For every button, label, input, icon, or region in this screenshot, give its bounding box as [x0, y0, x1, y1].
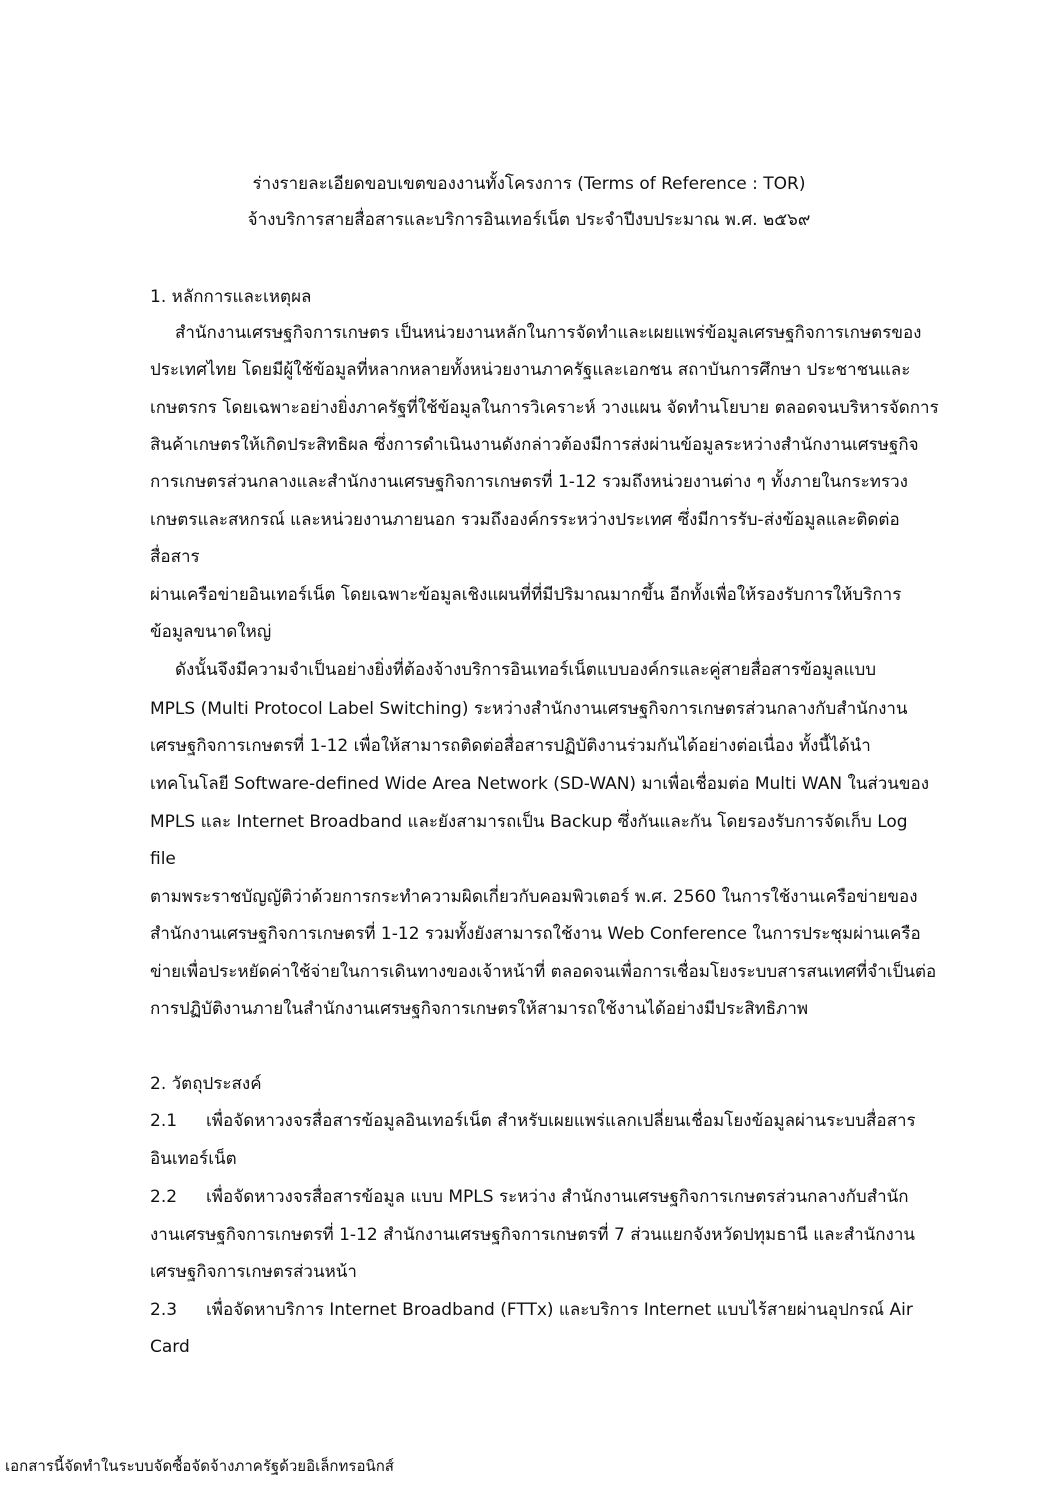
- objective-line: งานเศรษฐกิจการเกษตรที่ 1-12 สำนักงานเศรษฐกิจการเกษตรที่ 7 ส่วนแยกจังหวัดปทุมธานี และสำนักงาน: [150, 1225, 916, 1245]
- objective-number: 2.3: [150, 1300, 178, 1320]
- section-1-paragraph-line: เทคโนโลยี Software-defined Wide Area Network (SD-WAN) มาเพื่อเชื่อมต่อ Multi WAN ในส่วนของ: [150, 774, 930, 794]
- objective-line: เพื่อจัดหาวงจรสื่อสารข้อมูล แบบ MPLS ระหว่าง สำนักงานเศรษฐกิจการเกษตรส่วนกลางกับสำนัก: [206, 1187, 909, 1207]
- section-1-paragraph-line: ผ่านเครือข่ายอินเทอร์เน็ต โดยเฉพาะข้อมูลเชิงแผนที่ที่มีปริมาณมากขึ้น อีกทั้งเพื่อให้รองรับการให้บริการ: [150, 585, 902, 605]
- section-1-paragraph-line: สำนักงานเศรษฐกิจการเกษตร เป็นหน่วยงานหลักในการจัดทำและเผยแพร่ข้อมูลเศรษฐกิจการเกษตรของ: [175, 323, 922, 343]
- section-1-paragraph-line: สื่อสาร: [150, 547, 200, 567]
- objective-line: อินเทอร์เน็ต: [150, 1149, 237, 1169]
- objective-line: เพื่อจัดหาวงจรสื่อสารข้อมูลอินเทอร์เน็ต สำหรับเผยแพร่แลกเปลี่ยนเชื่อมโยงข้อมูลผ่านระบบสื่อสาร: [206, 1111, 916, 1131]
- objective-line: Card: [150, 1337, 190, 1357]
- objective-number: 2.1: [150, 1111, 178, 1131]
- section-1-paragraph-line: file: [150, 849, 176, 869]
- section-1-paragraph-line: ข่ายเพื่อประหยัดค่าใช้จ่ายในการเดินทางของเจ้าหน้าที่ ตลอดจนเพื่อการเชื่อมโยงระบบสารสนเทศที่จำเป็นต่อ: [150, 962, 937, 982]
- section-1-paragraph-line: ดังนั้นจึงมีความจำเป็นอย่างยิ่งที่ต้องจ้างบริการอินเทอร์เน็ตแบบองค์กรและคู่สายสื่อสารข้อมูลแบบ: [175, 660, 877, 680]
- section-1-heading: 1. หลักการและเหตุผล: [150, 287, 312, 307]
- page-footer: เอกสารนี้จัดทำในระบบจัดซื้อจัดจ้างภาครัฐด้วยอิเล็กทรอนิกส์: [5, 1457, 394, 1475]
- section-1-paragraph-line: เกษตรและสหกรณ์ และหน่วยงานภายนอก รวมถึงองค์กรระหว่างประเทศ ซึ่งมีการรับ-ส่งข้อมูลและติดต่อ: [150, 510, 900, 530]
- section-1-paragraph-line: ตามพระราชบัญญัติว่าด้วยการกระทำความผิดเกี่ยวกับคอมพิวเตอร์ พ.ศ. 2560 ในการใช้งานเครือข่ายของ: [150, 887, 918, 907]
- section-2-heading: 2. วัตถุประสงค์: [150, 1074, 262, 1094]
- document-title-line-2: จ้างบริการสายสื่อสารและบริการอินเทอร์เน็ต ประจำปีงบประมาณ พ.ศ. ๒๕๖๙: [247, 210, 811, 230]
- document-title-line-1: ร่างรายละเอียดขอบเขตของงานทั้งโครงการ (Terms of Reference : TOR): [252, 174, 806, 194]
- section-1-paragraph-line: สินค้าเกษตรให้เกิดประสิทธิผล ซึ่งการดำเนินงานดังกล่าวต้องมีการส่งผ่านข้อมูลระหว่างสำนักงานเศรษฐกิจ: [150, 435, 919, 455]
- section-1-paragraph-line: การปฏิบัติงานภายในสำนักงานเศรษฐกิจการเกษตรให้สามารถใช้งานได้อย่างมีประสิทธิภาพ: [150, 999, 809, 1019]
- section-1-paragraph-line: MPLS และ Internet Broadband และยังสามารถเป็น Backup ซึ่งกันและกัน โดยรองรับการจัดเก็บ Log: [150, 812, 908, 832]
- section-1-paragraph-line: สำนักงานเศรษฐกิจการเกษตรที่ 1-12 รวมทั้งยังสามารถใช้งาน Web Conference ในการประชุมผ่านเครือ: [150, 924, 921, 944]
- objective-number: 2.2: [150, 1187, 178, 1207]
- objective-line: เศรษฐกิจการเกษตรส่วนหน้า: [150, 1262, 357, 1282]
- section-1-paragraph-line: ข้อมูลขนาดใหญ่: [150, 622, 272, 642]
- objective-line: เพื่อจัดหาบริการ Internet Broadband (FTTx) และบริการ Internet แบบไร้สายผ่านอุปกรณ์ Air: [206, 1300, 913, 1320]
- section-1-paragraph-line: ประเทศไทย โดยมีผู้ใช้ข้อมูลที่หลากหลายทั้งหน่วยงานภาครัฐและเอกชน สถาบันการศึกษา ประชาชนและ: [150, 360, 911, 380]
- section-1-paragraph-line: การเกษตรส่วนกลางและสำนักงานเศรษฐกิจการเกษตรที่ 1-12 รวมถึงหน่วยงานต่าง ๆ ทั้งภายในกระทรวง: [150, 472, 908, 492]
- section-1-paragraph-line: เศรษฐกิจการเกษตรที่ 1-12 เพื่อให้สามารถติดต่อสื่อสารปฏิบัติงานร่วมกันได้อย่างต่อเนื่อง ทั้งนี้ได้นำ: [150, 736, 871, 756]
- section-1-paragraph-line: MPLS (Multi Protocol Label Switching) ระหว่างสำนักงานเศรษฐกิจการเกษตรส่วนกลางกับสำนักงาน: [150, 699, 908, 719]
- section-1-paragraph-line: เกษตรกร โดยเฉพาะอย่างยิ่งภาครัฐที่ใช้ข้อมูลในการวิเคราะห์ วางแผน จัดทำนโยบาย ตลอดจนบริหารจัดการ: [150, 398, 939, 418]
